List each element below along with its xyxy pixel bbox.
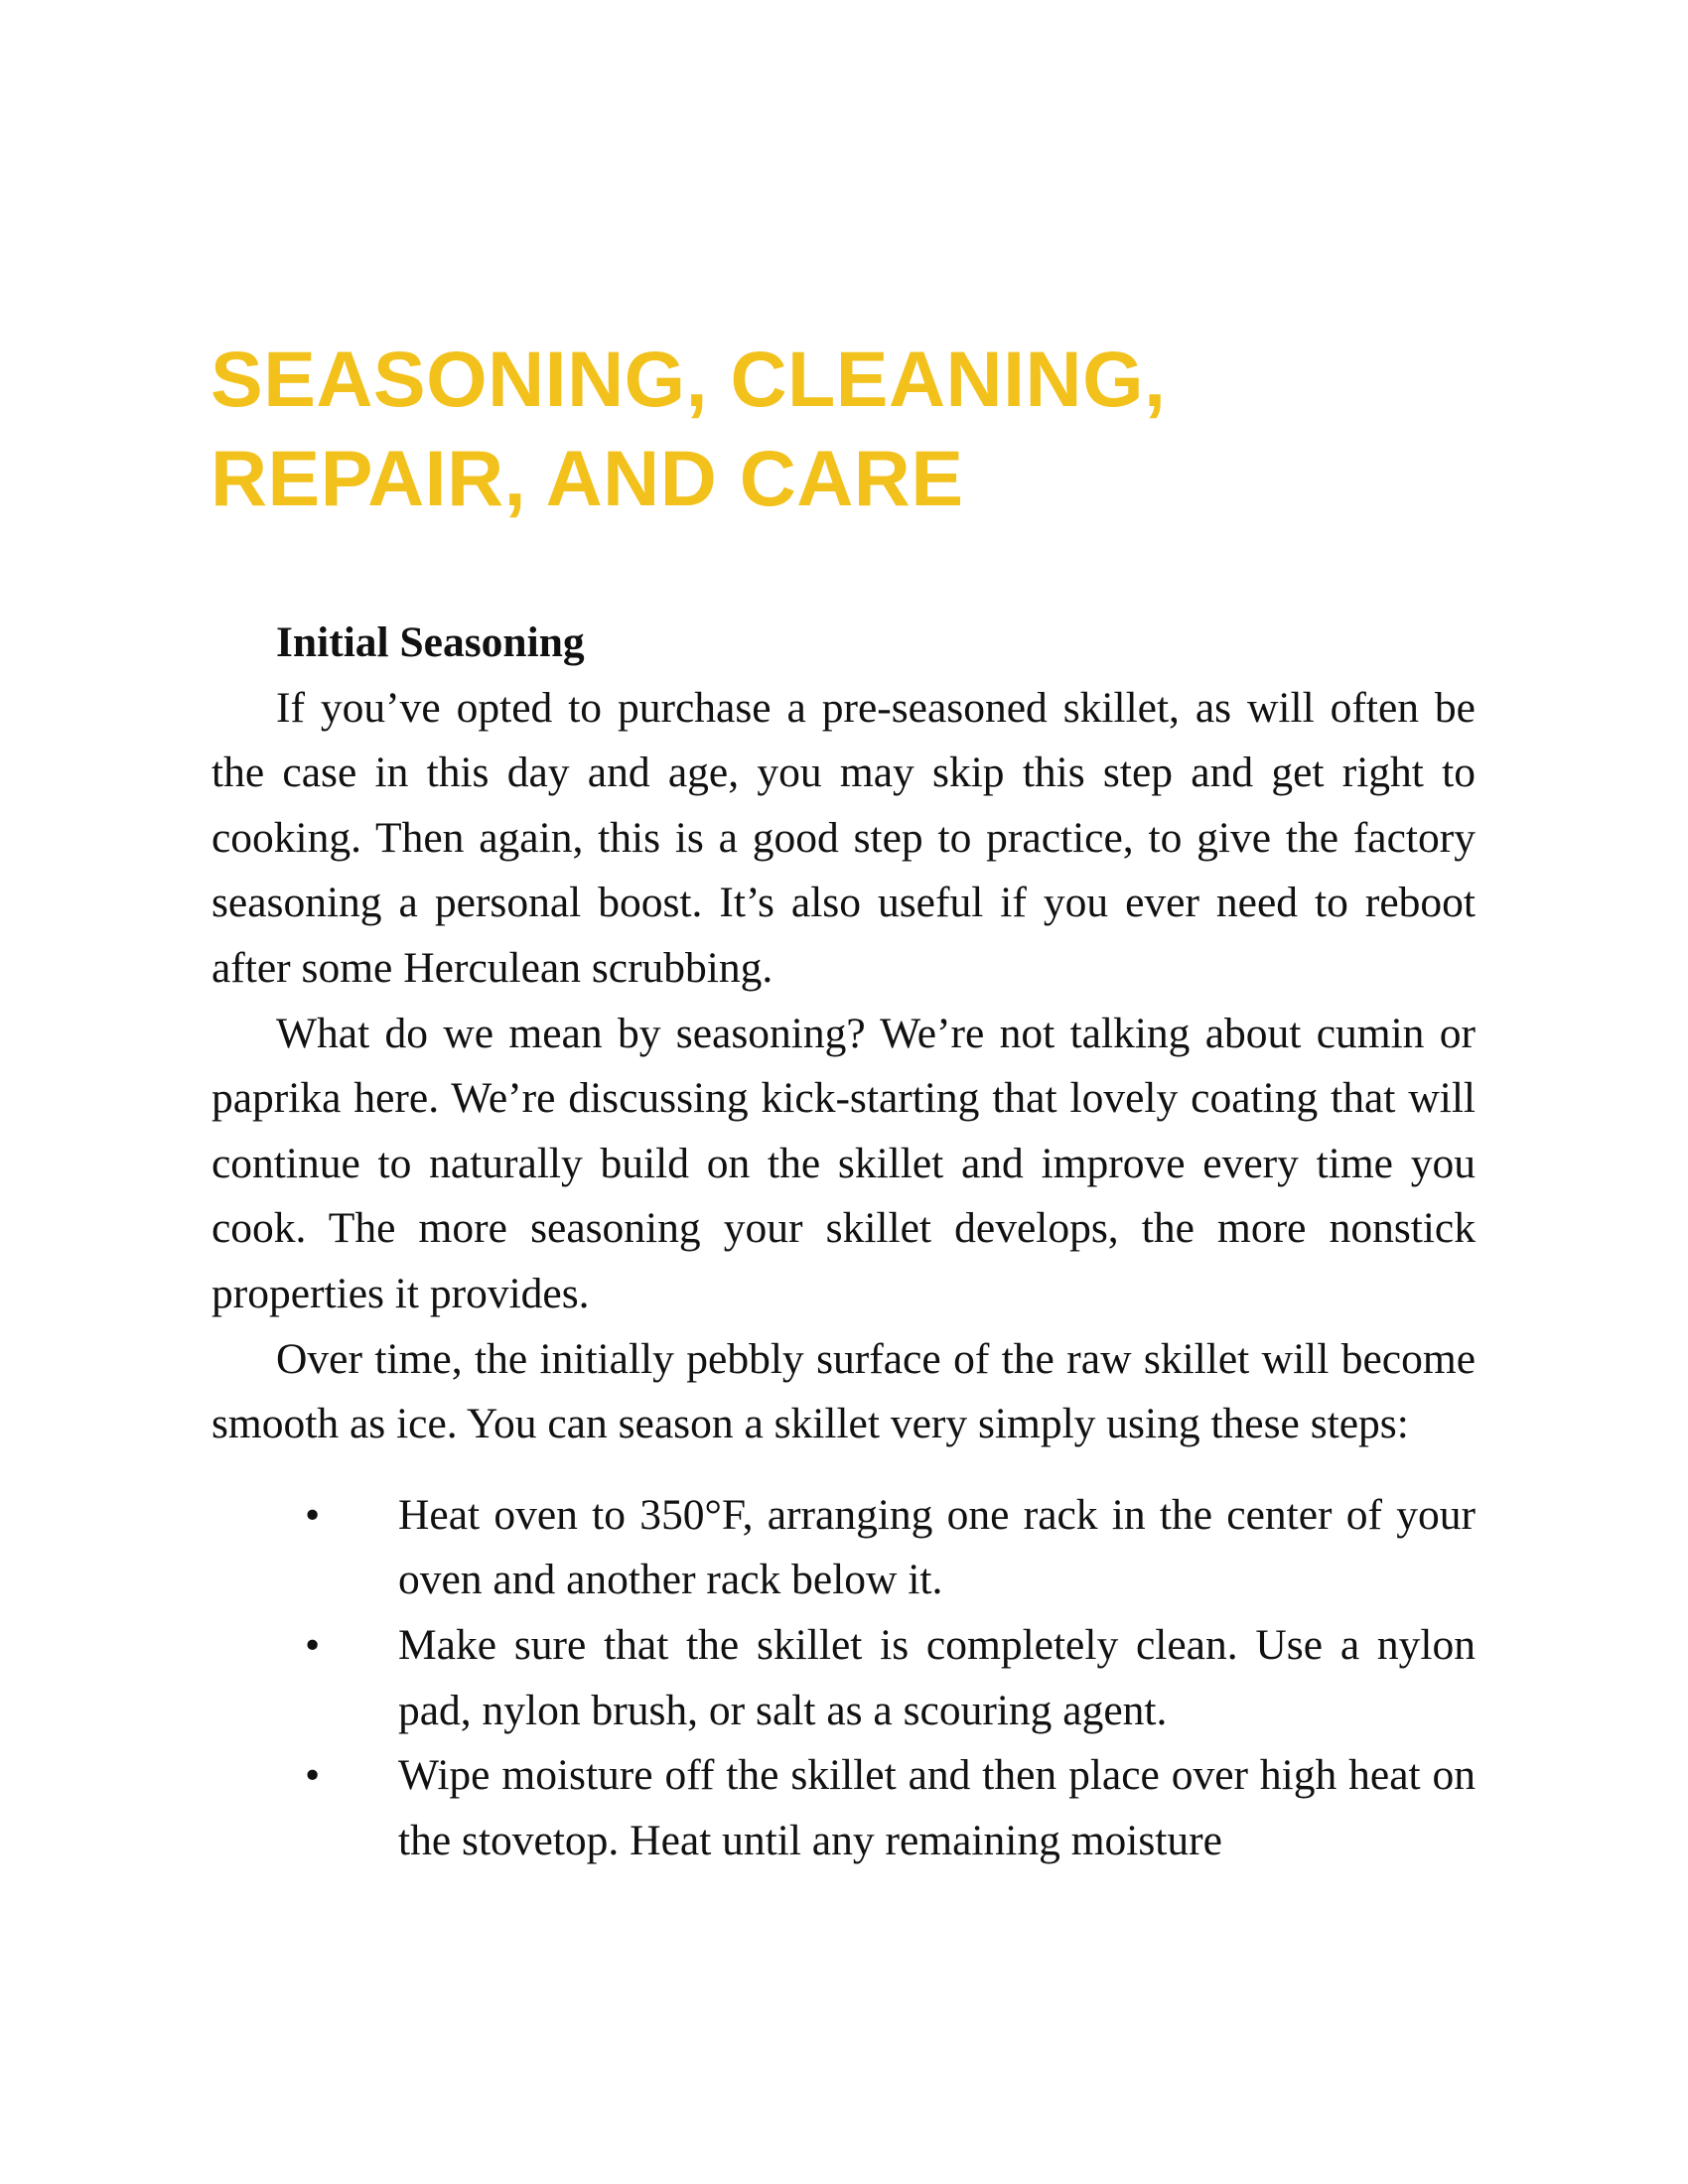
page-body	[211, 611, 1476, 1873]
chapter-title-line-2: REPAIR, AND CARE	[211, 434, 964, 522]
bullet-icon: •	[305, 1490, 321, 1539]
list-item	[211, 1483, 1476, 1613]
bullet-icon: •	[305, 1620, 321, 1669]
seasoning-steps-list	[211, 1483, 1476, 1874]
list-item	[211, 1743, 1476, 1873]
chapter-title	[211, 330, 1501, 528]
paragraph: What do we mean by seasoning? We’re not talking about cumin or paprika here. We’re discussing kick-starting that lovely coating that will continue to naturally build on the skillet and improve every time you cook. The more seasoning your skillet develops, the more nonstick properties it provides.	[211, 1009, 1476, 1317]
chapter-title-line-1: SEASONING, CLEANING,	[211, 335, 1167, 423]
paragraph: If you’ve opted to purchase a pre-seasoned skillet, as will often be the case in this day and age, you may skip this step and get right to cooking. Then again, this is a good step to practice, to give the factory seasoning a personal boost. It’s also useful if you ever need to reboot after some Herculean scrubbing.	[211, 683, 1476, 992]
section-heading: Initial Seasoning	[276, 618, 585, 666]
list-item-text: Heat oven to 350°F, arranging one rack in the center of your oven and another rack below it.	[398, 1490, 1476, 1604]
bullet-icon: •	[305, 1751, 321, 1800]
list-item-text: Make sure that the skillet is completely clean. Use a nylon pad, nylon brush, or salt as a scouring agent.	[398, 1620, 1476, 1734]
list-item	[211, 1613, 1476, 1743]
list-item-text: Wipe moisture off the skillet and then place over high heat on the stovetop. Heat until any remaining moisture	[398, 1751, 1476, 1864]
paragraph: Over time, the initially pebbly surface of the raw skillet will become smooth as ice. You can season a skillet very simply using these steps:	[211, 1334, 1476, 1448]
